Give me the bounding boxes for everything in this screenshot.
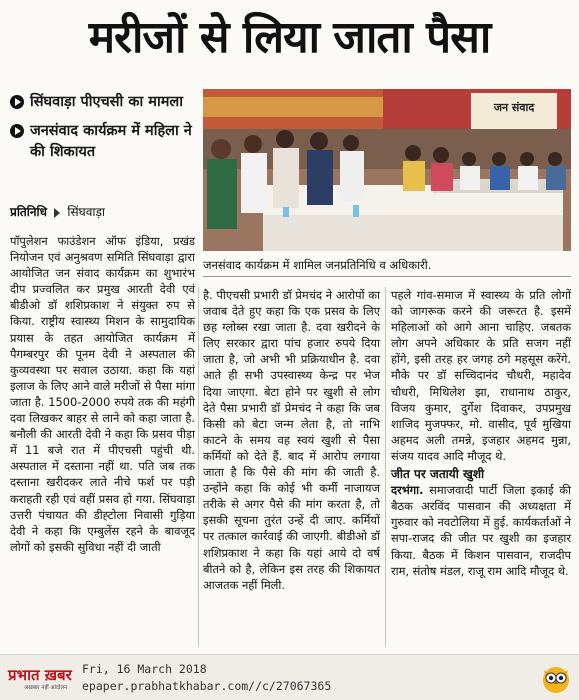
arrow-bullet-icon <box>10 124 24 138</box>
headline: मरीजों से लिया जाता पैसा <box>88 12 491 63</box>
arrow-bullet-icon <box>10 95 24 109</box>
triangle-icon <box>54 208 60 218</box>
column-divider <box>198 287 199 647</box>
sub-headline: जीत पर जतायी खुशी <box>391 467 485 482</box>
news-photo <box>203 89 571 251</box>
article-column-2 <box>203 287 380 593</box>
article-paragraph: है. पीएचसी प्रभारी डॉ प्रेमचंद ने आरोपों का जवाब देते हुए कहा कि एक प्रसव के लिए छह ग्लोब्स रखा जाता है. दवा खरीदने के लिए सरकार द्वारा पांच हजार रुपये दिया जाता है, जो अभी भी प्रक्रियाधीन है. दवा आते ही सभी उपस्वास्थ्य केन्द्र पर भेज दिया जाएगा. बेटा होने पर खुशी से लोग देते पैसा प्रभारी डॉ प्रेमचंद ने कहा कि जब किसी को बेटा जन्म लेता है, तो नाभि काटने के समय वह स्वयं खुशी से पैसा कर्मियों को देते हैं. बाद में आरोप लगाया जाता है कि पैसे की मांग की जाती है. उन्होंने कहा कि कोई भी कर्मी नाजायज तरीके से अगर पैसे की मांग करता है, तो इसकी सूचना तुरंत उन्हें दी जाए. कर्मियों पर तत्काल कार्रवाई की जाएगी. बीडीओ डॉ शशिप्रकाश ने कहा कि यहां आये दो वर्ष बीतने को है, लेकिन इस तरह की शिकायत आजतक नहीं मिली. <box>203 288 380 592</box>
banner-text: जन संवाद <box>493 101 535 114</box>
edition-date: Fri, 16 March 2018 <box>82 662 207 676</box>
article-paragraph <box>391 482 571 579</box>
divider <box>203 276 571 277</box>
byline <box>10 203 105 220</box>
photo-caption: जनसंवाद कार्यक्रम में शामिल जनप्रतिनिधि व अधिकारी. <box>203 258 432 272</box>
highlight-text: जनसंवाद कार्यक्रम में महिला ने की शिकायत <box>30 123 192 160</box>
edition-url[interactable]: epaper.prabhatkhabar.com//c/27067365 <box>82 679 332 693</box>
owl-icon <box>540 662 572 694</box>
article-column-1 <box>10 233 195 555</box>
highlight-item <box>10 92 195 113</box>
highlight-text: सिंघवाड़ा पीएचसी का मामला <box>30 94 183 110</box>
photo-illustration <box>203 89 571 251</box>
article-paragraph: पहले गांव-समाज में स्वास्थ्य के प्रति लोगों को जागरूक करने की जरूरत है. इसमें महिलाओं को आगे आना चाहिए. जबतक लोग अपने अधिकार के प्रति सजग नहीं होंगे, इसी तरह हर जगह ठगे महसूस करेंगे. मौके पर डॉ सच्चिदानंद चौधरी, महादेव चौधरी, मिथिलेश झा, राधानाथ ठाकुर, विजय कुमार, दुर्गेश दिवाकर, उपप्रमुख शाजिद मुजफ्फर, मो. वासीद, पूर्व मुखिया अहमद अली तमन्ने, इजहार अहमद मुन्ना, संजय यादव आदि मौजूद थे. <box>391 288 571 463</box>
dateline-place: दरभंगा. <box>391 483 424 498</box>
byline-location: सिंघवाड़ा <box>67 205 106 219</box>
column-divider <box>385 287 386 647</box>
article-column-3 <box>391 287 571 579</box>
article-paragraph: पॉपुलेशन फाउंडेशन ऑफ इंडिया, प्रखंड नियोजन एवं अनुश्रवण समिति सिंघवाड़ा द्वारा आयोजित जन संवाद कार्यक्रम का शुभारंभ दीप प्रज्वलित कर प्रमुख आरती देवी एवं बीडीओ डॉ शशिप्रकाश ने संयुक्त रुप से किया. राष्ट्रीय स्वास्थ्य मिशन के सामुदायिक प्रयास के तहत आयोजित कार्यक्रम में पैगम्बरपुर की पूनम देवी ने अस्पताल की कुव्यवस्था पर सवाल उठाया. कहा कि यहां इलाज के लिए आने वाले मरीजों से पैसा मांगा जाता है. 1500-2000 रुपये तक की महंगी दवा लिखकर बाहर से लाने को कहा जाता है. बनौली की आरती देवी ने कहा कि प्रसव पीड़ा में 11 बजे रात में पीएचसी पहुंची थी. अस्पताल में दस्ताना नहीं था. पति जब तक दस्ताना खरीदकर लाते नीचे फर्श पर पड़ी कराहती रही एवं वहीं प्रसव हो गया. सिंघवाड़ा उत्तरी पंचायत की डीह्टोला निवासी गुड़िया देवी ने कहा कि एम्बुलेंस रहने के बावजूद लोगों को इसकी सुविधा नहीं दी जाती <box>10 234 195 554</box>
epaper-footer <box>0 654 579 700</box>
prabhat-khabar-logo: प्रभात ख़बर अखबार नहीं आंदोलन <box>8 666 72 691</box>
highlight-item <box>10 121 195 163</box>
highlights <box>10 92 195 171</box>
byline-label: प्रतिनिधि <box>10 205 48 219</box>
edition-meta <box>82 661 331 695</box>
article-text: समाजवादी पार्टी जिला इकाई की बैठक अरविंद पासवान की अध्यक्षता में गुरुवार को नवटोलिया में हुई. कार्यकर्ताओं ने सपा-राजद की जीत पर खुशी का इजहार किया. बैठक में किशन पासवान, राजदीप राम, संतोष मंडल, राजू राम आदि मौजूद थे. <box>391 483 572 578</box>
